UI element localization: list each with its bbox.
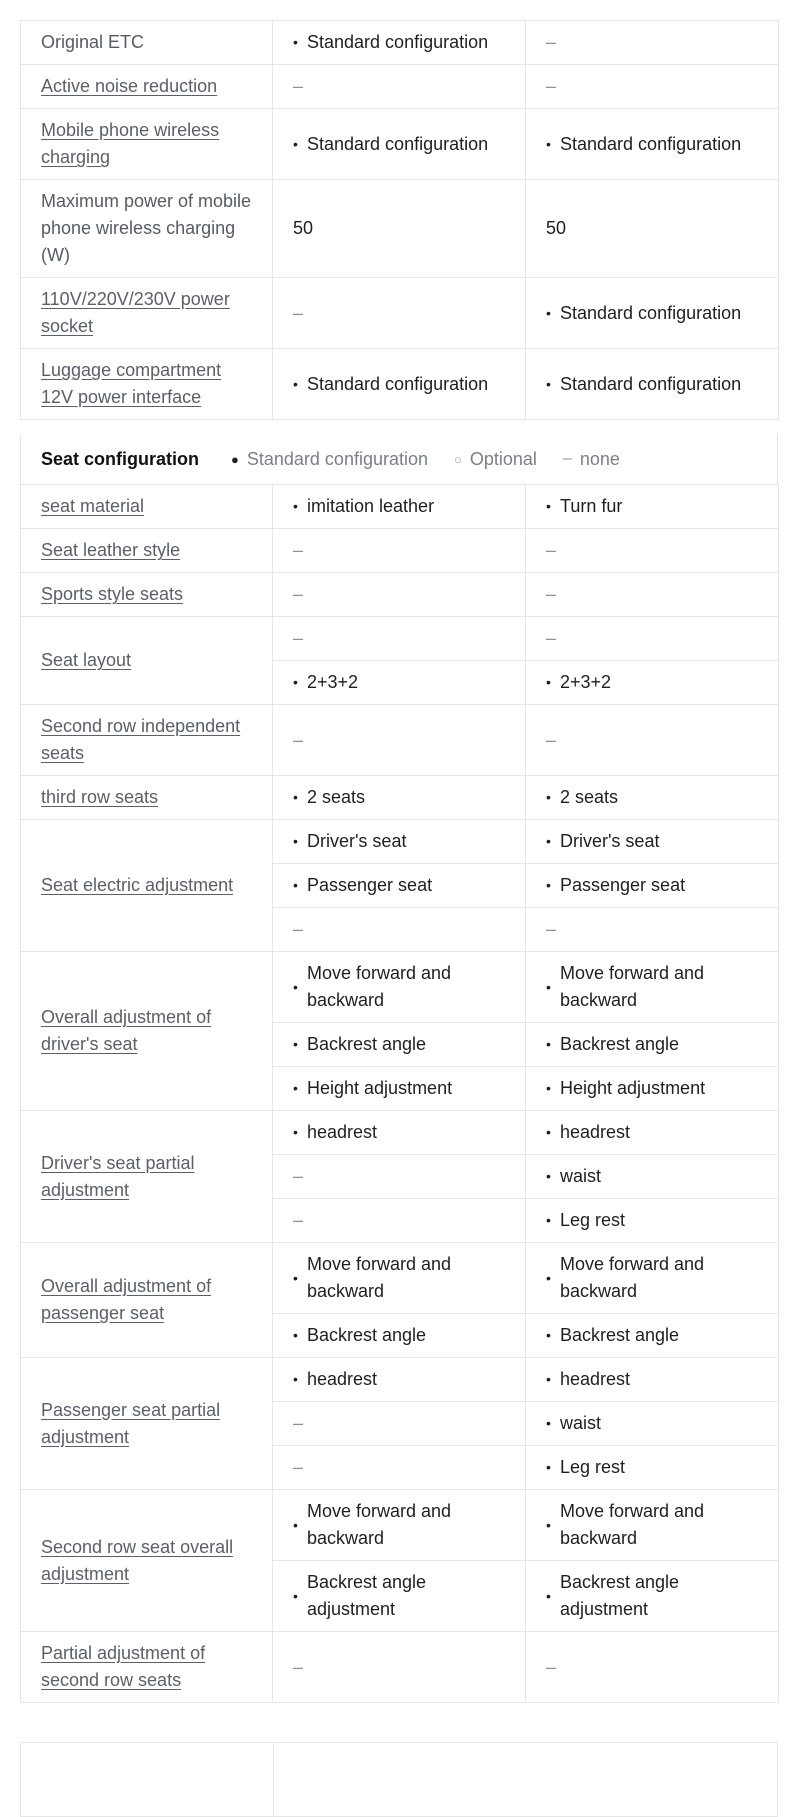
spec-name-link[interactable]: seat material bbox=[41, 496, 145, 516]
spec-value: headrest bbox=[560, 1369, 631, 1389]
spec-value: Passenger seat bbox=[560, 875, 686, 895]
spec-name-link[interactable]: Seat leather style bbox=[41, 540, 181, 560]
none-dash: – bbox=[293, 1413, 304, 1433]
spec-value: Standard configuration bbox=[307, 32, 489, 52]
filled-dot-icon: • bbox=[546, 1371, 551, 1387]
spec-value-cell bbox=[273, 1243, 526, 1314]
spec-value-cell bbox=[526, 705, 779, 776]
legend-none-label: none bbox=[579, 448, 620, 469]
filled-dot-icon: • bbox=[546, 1080, 551, 1096]
filled-dot-icon: • bbox=[293, 1269, 298, 1286]
table-row bbox=[21, 278, 779, 349]
spec-value-cell bbox=[273, 349, 526, 420]
spec-name-cell bbox=[21, 529, 273, 573]
filled-dot-icon: • bbox=[546, 1415, 551, 1431]
spec-value: Standard configuration bbox=[560, 133, 742, 154]
spec-value-cell bbox=[273, 820, 526, 864]
spec-value-cell bbox=[526, 1561, 779, 1632]
spec-value-cell bbox=[526, 1358, 779, 1402]
spec-value: 2+3+2 bbox=[560, 672, 612, 692]
filled-dot-icon: • bbox=[293, 978, 298, 995]
spec-name-link[interactable]: Partial adjustment of second row seats bbox=[41, 1643, 206, 1690]
spec-value: 50 bbox=[546, 218, 567, 238]
none-dash: – bbox=[293, 76, 304, 96]
none-dash: – bbox=[546, 1656, 557, 1677]
spec-value-cell bbox=[526, 485, 779, 529]
spec-value-cell bbox=[526, 1632, 779, 1703]
spec-value: headrest bbox=[307, 1369, 378, 1389]
table-row bbox=[21, 1632, 779, 1703]
filled-dot-icon: • bbox=[546, 877, 551, 893]
spec-value: Leg rest bbox=[560, 1457, 626, 1477]
spec-value: Driver's seat bbox=[560, 831, 660, 851]
filled-dot-icon: • bbox=[546, 304, 551, 321]
spec-name-link[interactable]: Seat layout bbox=[41, 650, 132, 670]
filled-dot-icon: • bbox=[546, 135, 551, 152]
table-row bbox=[21, 1111, 779, 1155]
spec-name: Maximum power of mobile phone wireless charging (W) bbox=[41, 191, 252, 265]
table-row bbox=[21, 573, 779, 617]
table-row bbox=[21, 529, 779, 573]
spec-value-cell bbox=[273, 1402, 526, 1446]
spec-value-cell bbox=[273, 485, 526, 529]
spec-value-cell bbox=[526, 278, 779, 349]
filled-dot-icon: • bbox=[293, 833, 298, 849]
spec-value: Backrest angle adjustment bbox=[307, 1572, 427, 1619]
spec-name-cell bbox=[21, 952, 273, 1111]
filled-dot-icon: • bbox=[546, 1587, 551, 1604]
spec-value-cell bbox=[526, 1446, 779, 1490]
spec-value-cell bbox=[273, 1111, 526, 1155]
spec-name-link[interactable]: Mobile phone wireless charging bbox=[41, 120, 220, 167]
none-dash: – bbox=[293, 628, 304, 648]
spec-value-cell bbox=[273, 1067, 526, 1111]
spec-value: Move forward and backward bbox=[560, 1501, 705, 1548]
spec-value: Move forward and backward bbox=[307, 963, 452, 1010]
table-row bbox=[21, 180, 779, 278]
legend-standard bbox=[231, 449, 428, 470]
none-dash: – bbox=[293, 584, 304, 604]
filled-dot-icon: • bbox=[293, 1036, 298, 1052]
spec-value-cell bbox=[273, 1490, 526, 1561]
spec-value-cell bbox=[526, 573, 779, 617]
spec-value-cell bbox=[526, 776, 779, 820]
spec-value-cell bbox=[526, 1067, 779, 1111]
spec-value: Move forward and backward bbox=[560, 1254, 705, 1301]
spec-value-cell bbox=[273, 109, 526, 180]
filled-dot-icon: • bbox=[546, 1168, 551, 1184]
spec-name-cell bbox=[21, 1243, 273, 1358]
filled-dot-icon: • bbox=[293, 1587, 298, 1604]
table-row bbox=[21, 705, 779, 776]
spec-value-cell bbox=[526, 1402, 779, 1446]
filled-dot-icon: • bbox=[546, 1269, 551, 1286]
spec-name-cell bbox=[21, 278, 273, 349]
none-dash: – bbox=[293, 1166, 304, 1186]
filled-dot-icon: • bbox=[546, 1327, 551, 1343]
none-dash: – bbox=[293, 1457, 304, 1477]
spec-name-link[interactable]: 110V/220V/230V power socket bbox=[41, 289, 230, 336]
spec-value-cell bbox=[273, 529, 526, 573]
spec-value-cell bbox=[273, 776, 526, 820]
spec-value: Standard configuration bbox=[560, 373, 742, 394]
filled-dot-icon: • bbox=[293, 1516, 298, 1533]
legend-standard-label: Standard configuration bbox=[246, 448, 428, 469]
spec-table-seats bbox=[20, 484, 779, 1703]
spec-name-cell bbox=[21, 1111, 273, 1243]
spec-name-link[interactable]: Second row independent seats bbox=[41, 716, 241, 763]
spec-value-cell bbox=[526, 952, 779, 1023]
spec-name-cell bbox=[21, 1358, 273, 1490]
table-row bbox=[21, 952, 779, 1023]
filled-dot-icon: • bbox=[546, 1516, 551, 1533]
spec-value: 50 bbox=[293, 218, 314, 238]
spec-name-cell bbox=[21, 573, 273, 617]
filled-dot-icon: • bbox=[546, 674, 551, 690]
spec-value-cell bbox=[273, 180, 526, 278]
spec-value: Standard configuration bbox=[307, 133, 489, 154]
spec-name-cell bbox=[21, 109, 273, 180]
spec-value: Standard configuration bbox=[307, 373, 489, 394]
spec-value-cell bbox=[273, 705, 526, 776]
filled-dot-icon: • bbox=[293, 498, 298, 514]
none-dash: – bbox=[546, 540, 557, 560]
spec-value-cell bbox=[273, 1314, 526, 1358]
spec-value: Backrest angle adjustment bbox=[560, 1572, 680, 1619]
spec-value-cell bbox=[526, 1199, 779, 1243]
spec-value: Move forward and backward bbox=[307, 1254, 452, 1301]
filled-dot-icon: • bbox=[546, 1459, 551, 1475]
spec-name-link[interactable]: Luggage compartment 12V power interface bbox=[41, 360, 222, 407]
spec-name-link[interactable]: Seat electric adjustment bbox=[41, 875, 234, 895]
spec-value-cell bbox=[526, 1111, 779, 1155]
spec-name-cell bbox=[21, 1490, 273, 1632]
filled-dot-icon: • bbox=[546, 789, 551, 805]
table-row bbox=[21, 776, 779, 820]
spec-value: 2 seats bbox=[307, 787, 366, 807]
spec-value-cell bbox=[526, 1155, 779, 1199]
spec-name-link[interactable]: Overall adjustment of driver's seat bbox=[41, 1007, 212, 1054]
spec-value-cell bbox=[273, 573, 526, 617]
none-dash: – bbox=[293, 1656, 304, 1677]
spec-value: Move forward and backward bbox=[560, 963, 705, 1010]
spec-value-cell bbox=[273, 65, 526, 109]
spec-name-cell bbox=[21, 776, 273, 820]
spec-value: Driver's seat bbox=[307, 831, 407, 851]
filled-dot-icon: • bbox=[293, 1371, 298, 1387]
seat-configuration-legend bbox=[20, 434, 778, 484]
filled-dot-icon: • bbox=[293, 1124, 298, 1140]
spec-name-link[interactable]: third row seats bbox=[41, 787, 159, 807]
spec-value-cell bbox=[273, 1199, 526, 1243]
dash-icon: – bbox=[562, 450, 572, 467]
spec-value: Turn fur bbox=[560, 496, 623, 516]
spec-value: waist bbox=[560, 1166, 602, 1186]
filled-dot-icon: • bbox=[546, 1212, 551, 1228]
spec-name-cell bbox=[21, 1632, 273, 1703]
spec-value: Standard configuration bbox=[560, 302, 742, 323]
filled-dot-icon: • bbox=[293, 375, 298, 392]
spec-value-cell bbox=[526, 617, 779, 661]
filled-dot-icon: • bbox=[293, 1327, 298, 1343]
spec-name-cell bbox=[21, 485, 273, 529]
spec-value-cell bbox=[273, 278, 526, 349]
spec-value: 2+3+2 bbox=[307, 672, 359, 692]
section-title: Seat configuration bbox=[41, 448, 200, 469]
spec-value-cell bbox=[273, 661, 526, 705]
filled-dot-icon: • bbox=[293, 789, 298, 805]
spec-value-cell bbox=[526, 349, 779, 420]
spec-value: imitation leather bbox=[307, 496, 435, 516]
spec-name-cell bbox=[21, 180, 273, 278]
none-dash: – bbox=[546, 628, 557, 648]
spec-value: Height adjustment bbox=[560, 1078, 706, 1098]
spec-value-cell bbox=[526, 1243, 779, 1314]
spec-value-cell bbox=[526, 65, 779, 109]
none-dash: – bbox=[546, 584, 557, 604]
none-dash: – bbox=[293, 919, 304, 939]
spec-value-cell bbox=[273, 1023, 526, 1067]
table-row bbox=[21, 65, 779, 109]
legend-optional bbox=[454, 449, 537, 470]
spec-value-cell bbox=[526, 529, 779, 573]
filled-dot-icon: ● bbox=[231, 451, 239, 467]
spec-value-cell bbox=[273, 1632, 526, 1703]
spec-value: Backrest angle bbox=[560, 1034, 680, 1054]
none-dash: – bbox=[293, 1210, 304, 1230]
filled-dot-icon: • bbox=[293, 1080, 298, 1096]
table-row bbox=[21, 1243, 779, 1314]
table-row bbox=[21, 1358, 779, 1402]
spec-value-cell bbox=[273, 908, 526, 952]
spec-value-cell bbox=[273, 1358, 526, 1402]
spec-table-general bbox=[20, 20, 779, 420]
legend-none bbox=[563, 449, 620, 470]
spec-value-cell bbox=[526, 180, 779, 278]
spec-value-cell bbox=[273, 1155, 526, 1199]
filled-dot-icon: • bbox=[293, 135, 298, 152]
none-dash: – bbox=[293, 540, 304, 560]
spec-name-link[interactable]: Sports style seats bbox=[41, 584, 184, 604]
spec-value-cell bbox=[273, 1561, 526, 1632]
filled-dot-icon: • bbox=[546, 375, 551, 392]
spec-name-link[interactable]: Overall adjustment of passenger seat bbox=[41, 1276, 212, 1323]
hollow-dot-icon: ○ bbox=[454, 451, 462, 467]
spec-name-link[interactable]: Driver's seat partial adjustment bbox=[41, 1152, 195, 1200]
spec-name-link[interactable]: Second row seat overall adjustment bbox=[41, 1536, 234, 1584]
filled-dot-icon: • bbox=[293, 674, 298, 690]
spec-value: waist bbox=[560, 1413, 602, 1433]
spec-value-cell bbox=[526, 661, 779, 705]
filled-dot-icon: • bbox=[293, 34, 298, 50]
spec-name-cell bbox=[21, 65, 273, 109]
filled-dot-icon: • bbox=[546, 1124, 551, 1140]
filled-dot-icon: • bbox=[546, 1036, 551, 1052]
table-row bbox=[21, 485, 779, 529]
spec-name-cell bbox=[21, 21, 273, 65]
spec-value-cell bbox=[526, 820, 779, 864]
table-row bbox=[21, 1490, 779, 1561]
spec-value-cell bbox=[273, 1446, 526, 1490]
spec-name-link[interactable]: Active noise reduction bbox=[41, 76, 218, 96]
spec-value: Move forward and backward bbox=[307, 1501, 452, 1548]
spec-value-cell bbox=[273, 864, 526, 908]
spec-name-cell bbox=[21, 820, 273, 952]
spec-value-cell bbox=[526, 864, 779, 908]
spec-value-cell bbox=[273, 617, 526, 661]
spec-value-cell bbox=[526, 21, 779, 65]
spec-value-cell bbox=[273, 952, 526, 1023]
table-row bbox=[21, 820, 779, 864]
spec-value: Leg rest bbox=[560, 1210, 626, 1230]
legend-optional-label: Optional bbox=[469, 448, 537, 469]
table-row bbox=[21, 349, 779, 420]
table-row bbox=[21, 109, 779, 180]
spec-value-cell bbox=[526, 1023, 779, 1067]
filled-dot-icon: • bbox=[546, 833, 551, 849]
spec-value-cell bbox=[526, 109, 779, 180]
table-row bbox=[21, 617, 779, 661]
spec-value-cell bbox=[273, 21, 526, 65]
spec-name: Original ETC bbox=[41, 32, 145, 52]
none-dash: – bbox=[546, 32, 557, 52]
none-dash: – bbox=[546, 729, 557, 750]
filled-dot-icon: • bbox=[546, 978, 551, 995]
filled-dot-icon: • bbox=[293, 877, 298, 893]
spec-value: headrest bbox=[560, 1122, 631, 1142]
next-section-placeholder bbox=[20, 1742, 778, 1817]
filled-dot-icon: • bbox=[546, 498, 551, 514]
none-dash: – bbox=[293, 729, 304, 750]
spec-value: Backrest angle bbox=[560, 1325, 680, 1345]
none-dash: – bbox=[293, 302, 304, 323]
none-dash: – bbox=[546, 76, 557, 96]
spec-value-cell bbox=[526, 1490, 779, 1561]
spec-name-link[interactable]: Passenger seat partial adjustment bbox=[41, 1399, 221, 1447]
spec-value: Backrest angle bbox=[307, 1325, 427, 1345]
spec-value: headrest bbox=[307, 1122, 378, 1142]
table-row bbox=[21, 21, 779, 65]
spec-value: Height adjustment bbox=[307, 1078, 453, 1098]
spec-name-cell bbox=[21, 349, 273, 420]
spec-value: 2 seats bbox=[560, 787, 619, 807]
spec-name-cell bbox=[21, 705, 273, 776]
none-dash: – bbox=[546, 919, 557, 939]
spec-value: Passenger seat bbox=[307, 875, 433, 895]
spec-name-cell bbox=[21, 617, 273, 705]
spec-value: Backrest angle bbox=[307, 1034, 427, 1054]
spec-value-cell bbox=[526, 1314, 779, 1358]
spec-value-cell bbox=[526, 908, 779, 952]
